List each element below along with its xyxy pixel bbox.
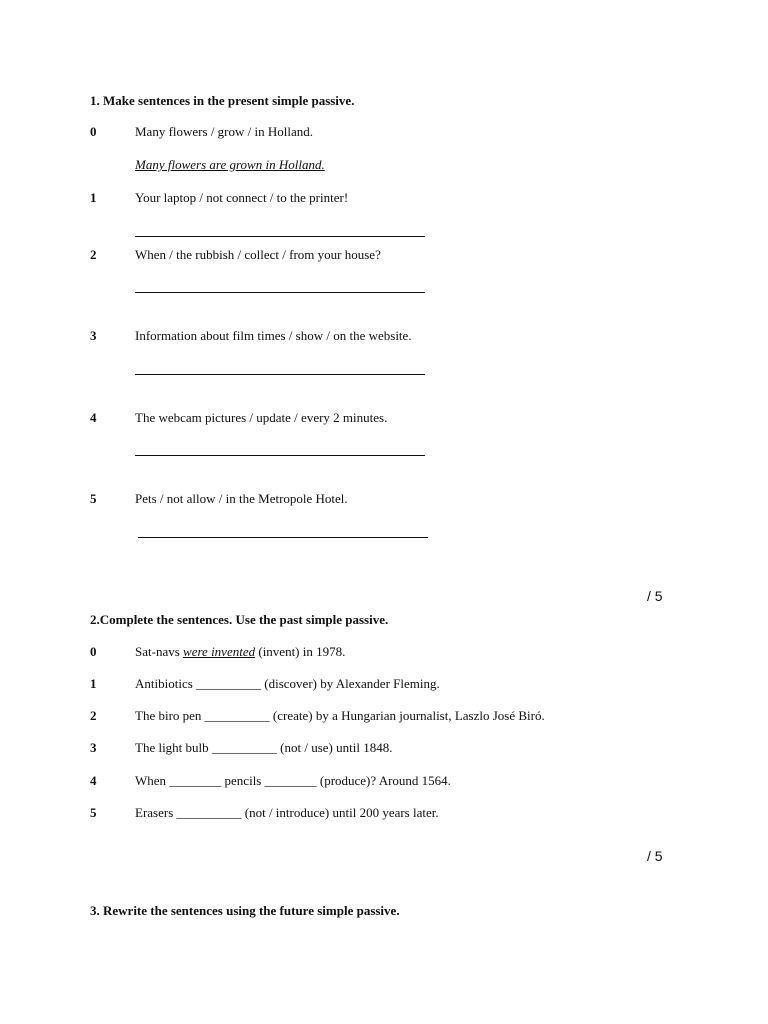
- answer-line[interactable]: [135, 374, 425, 375]
- exercise2-item-number: 3: [90, 740, 97, 755]
- example-answer: were invented: [183, 644, 256, 659]
- exercise1-item-prompt: Your laptop / not connect / to the printer!: [135, 190, 349, 205]
- answer-line[interactable]: [135, 236, 425, 237]
- exercise2-item-sentence: Erasers __________ (not / introduce) until 200 years later.: [135, 805, 439, 820]
- exercise2-item-number: 2: [90, 708, 97, 723]
- answer-line[interactable]: [138, 537, 428, 538]
- exercise2-item-sentence: The light bulb __________ (not / use) until 1848.: [135, 740, 393, 755]
- example-text-before: Sat-navs: [135, 644, 184, 659]
- exercise1-item-number: 4: [90, 410, 97, 425]
- exercise1-item-number: 3: [90, 328, 97, 343]
- exercise2-item-number: 1: [90, 676, 97, 691]
- exercise2-item-sentence: The biro pen __________ (create) by a Hungarian journalist, Laszlo José Biró.: [135, 708, 545, 723]
- exercise1-item-number: 2: [90, 247, 97, 262]
- exercise2-item-sentence: When ________ pencils ________ (produce)? Around 1564.: [135, 773, 451, 788]
- example-text-after: (invent) in 1978.: [255, 644, 346, 659]
- answer-line[interactable]: [135, 455, 425, 456]
- exercise1-heading: 1. Make sentences in the present simple passive.: [90, 93, 355, 108]
- exercise1-item-prompt: The webcam pictures / update / every 2 minutes.: [135, 410, 388, 425]
- answer-line[interactable]: [135, 292, 425, 293]
- exercise1-item-prompt: Pets / not allow / in the Metropole Hotel.: [135, 491, 348, 506]
- exercise1-example-answer: Many flowers are grown in Holland.: [135, 157, 325, 172]
- exercise3-heading: 3. Rewrite the sentences using the future simple passive.: [90, 903, 400, 918]
- exercise1-example-number: 0: [90, 124, 97, 139]
- exercise1-item-prompt: Information about film times / show / on the website.: [135, 328, 412, 343]
- exercise1-score: / 5: [647, 588, 663, 604]
- exercise2-example-sentence: [135, 644, 345, 660]
- exercise2-score: / 5: [647, 848, 663, 864]
- exercise1-item-number: 5: [90, 491, 97, 506]
- exercise2-item-sentence: Antibiotics __________ (discover) by Alexander Fleming.: [135, 676, 440, 691]
- exercise2-heading: 2.Complete the sentences. Use the past simple passive.: [90, 612, 389, 627]
- exercise2-item-number: 4: [90, 773, 97, 788]
- exercise1-item-number: 1: [90, 190, 97, 205]
- exercise1-item-prompt: When / the rubbish / collect / from your house?: [135, 247, 381, 262]
- exercise1-example-prompt: Many flowers / grow / in Holland.: [135, 124, 314, 139]
- exercise2-item-number: 5: [90, 805, 97, 820]
- exercise2-example-number: 0: [90, 644, 97, 659]
